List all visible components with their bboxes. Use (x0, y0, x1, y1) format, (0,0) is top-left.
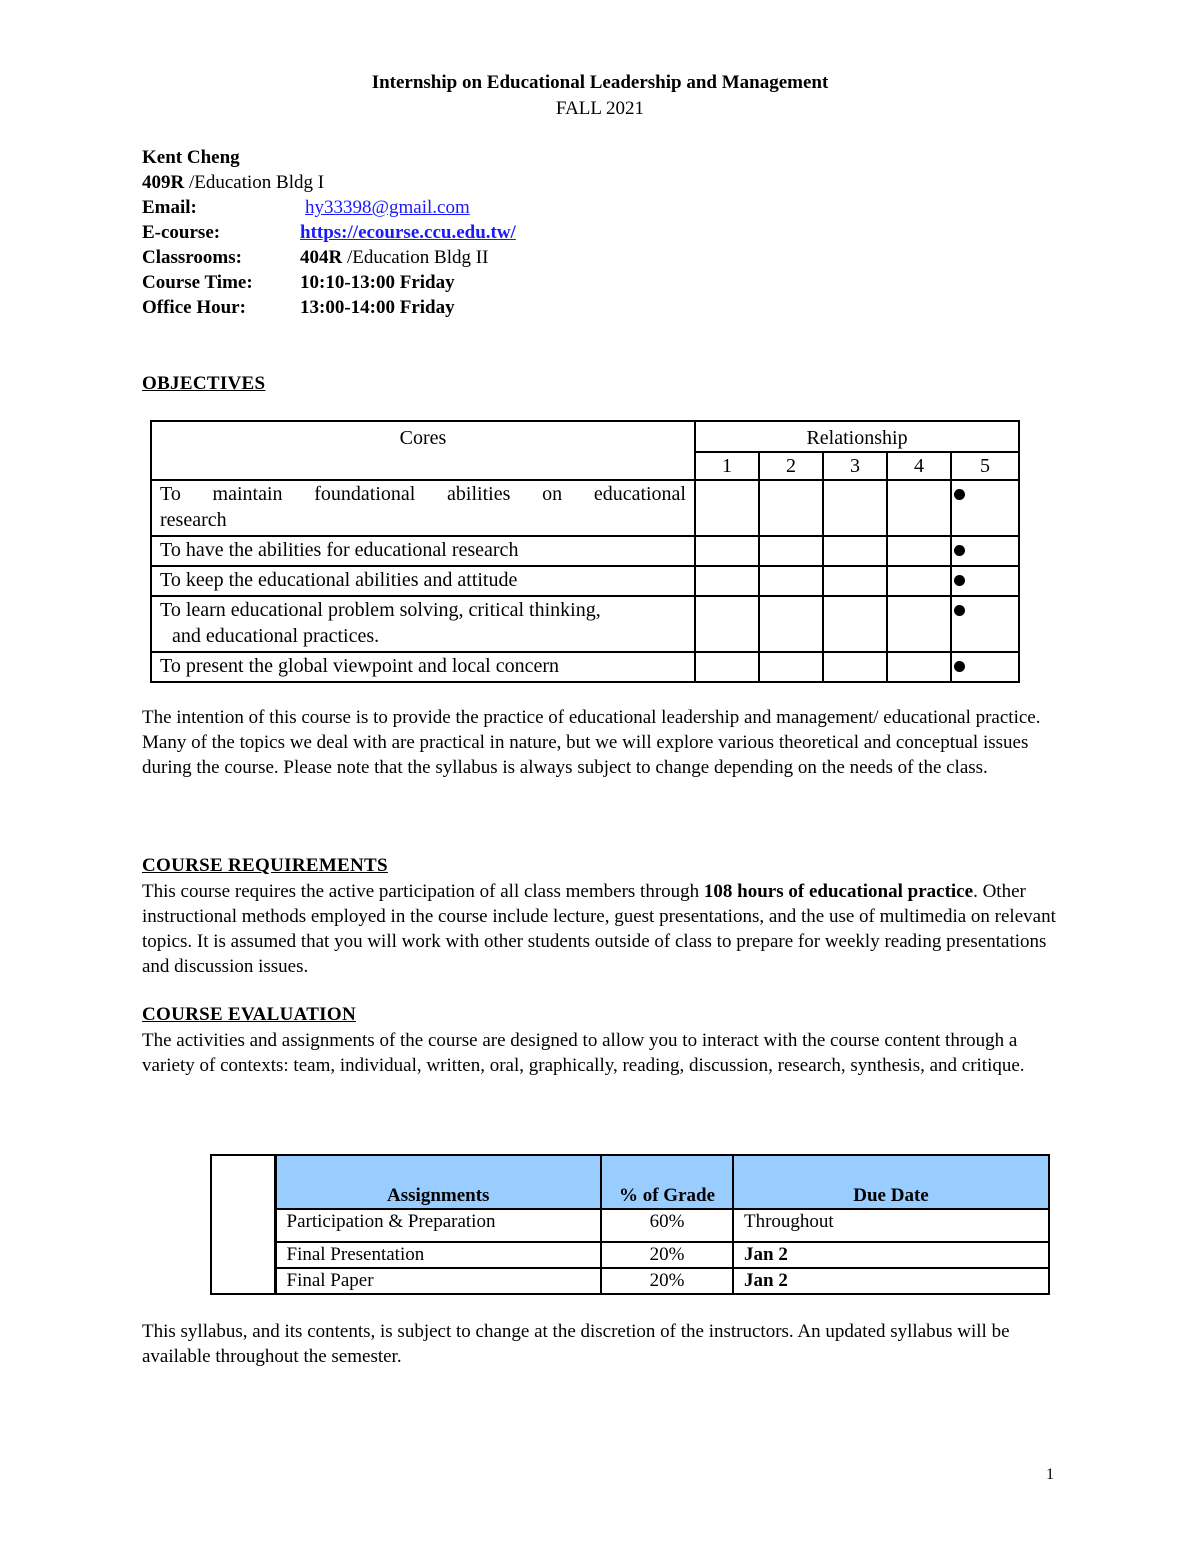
classroom-room: 404R (300, 247, 343, 268)
office-room: 409R (142, 172, 185, 193)
relationship-cell (951, 536, 1019, 566)
evaluation-table (210, 1154, 1050, 1295)
grade-cell: 20% (601, 1242, 733, 1268)
due-cell: Throughout (733, 1209, 1049, 1242)
cores-header: Cores (151, 421, 695, 480)
grade-header: % of Grade (601, 1155, 733, 1209)
relationship-cell (951, 566, 1019, 596)
office-location (142, 171, 324, 195)
requirements-paragraph (142, 879, 1062, 979)
due-cell: Jan 2 (733, 1268, 1049, 1294)
office-hour-label: Office Hour: (142, 297, 246, 318)
classrooms-row (142, 246, 488, 270)
assignment-cell: Final Presentation (275, 1242, 601, 1268)
office-building: /Education Bldg I (184, 172, 325, 193)
table-row (211, 1268, 1049, 1294)
objective-text: To keep the educational abilities and attitude (151, 566, 695, 596)
objective-text (151, 480, 695, 536)
intro-paragraph: The intention of this course is to provide the practice of educational leadership and management/ educational practice. Many of the topics we deal with are practical in nature, but we will explore various theoretical and conceptual issues during the course. Please note that the syllabus is always subject to change depending on the needs of the class. (142, 707, 1041, 778)
scale-5: 5 (951, 452, 1019, 480)
page-number: 1 (1046, 1466, 1054, 1483)
bullet-dot-icon (954, 489, 965, 500)
scale-2: 2 (759, 452, 823, 480)
document-title: Internship on Educational Leadership and Management (371, 72, 829, 93)
scale-1: 1 (695, 452, 759, 480)
relationship-header: Relationship (695, 421, 1019, 452)
grade-cell: 60% (601, 1209, 733, 1242)
closing-paragraph: This syllabus, and its contents, is subject to change at the discretion of the instructors. An updated syllabus will be available throughout the semester. (142, 1321, 1010, 1367)
term-label: FALL 2021 (555, 98, 645, 119)
objective-line: To learn educational problem solving, critical thinking, (160, 599, 601, 621)
objective-row (151, 566, 1019, 596)
objectives-table (150, 420, 1020, 683)
bullet-dot-icon (954, 605, 965, 616)
scale-3: 3 (823, 452, 887, 480)
course-time-row (142, 271, 455, 295)
instructor-name: Kent Cheng (142, 147, 240, 168)
relationship-cell (951, 480, 1019, 536)
objective-text: To have the abilities for educational research (151, 536, 695, 566)
email-link[interactable]: hy33398@gmail.com (305, 197, 470, 218)
objective-row (151, 536, 1019, 566)
grade-cell: 20% (601, 1268, 733, 1294)
relationship-cell (951, 596, 1019, 652)
table-row (211, 1242, 1049, 1268)
course-time-value: 10:10-13:00 Friday (300, 272, 455, 293)
objective-row (151, 480, 1019, 536)
objective-text: To present the global viewpoint and local concern (151, 652, 695, 682)
bullet-dot-icon (954, 661, 965, 672)
bullet-dot-icon (954, 545, 965, 556)
ecourse-row (142, 221, 516, 245)
objective-line: and educational practices. (172, 625, 380, 647)
objectives-heading: OBJECTIVES (142, 373, 266, 394)
relationship-cell (951, 652, 1019, 682)
requirements-hours: 108 hours of educational practice (703, 881, 974, 902)
classrooms-label: Classrooms: (142, 247, 242, 268)
objective-row (151, 596, 1019, 652)
assignments-header: Assignments (275, 1155, 601, 1209)
assignment-cell: Participation & Preparation (275, 1209, 601, 1242)
requirements-heading: COURSE REQUIREMENTS (142, 855, 388, 876)
email-label: Email: (142, 197, 197, 218)
objective-row (151, 652, 1019, 682)
objective-text (151, 596, 695, 652)
due-date-header: Due Date (733, 1155, 1049, 1209)
scale-4: 4 (887, 452, 951, 480)
assignment-cell: Final Paper (275, 1268, 601, 1294)
classroom-building: /Education Bldg II (342, 247, 489, 268)
bullet-dot-icon (954, 575, 965, 586)
objective-line: research (160, 509, 227, 531)
ecourse-link[interactable]: https://ecourse.ccu.edu.tw/ (300, 222, 516, 243)
requirements-text: This course requires the active participation of all class members through (142, 881, 704, 902)
office-hour-value: 13:00-14:00 Friday (300, 297, 455, 318)
table-row (211, 1209, 1049, 1242)
due-cell: Jan 2 (733, 1242, 1049, 1268)
office-hour-row (142, 296, 455, 320)
evaluation-heading: COURSE EVALUATION (142, 1004, 356, 1025)
email-row (142, 196, 470, 220)
ecourse-label: E-course: (142, 222, 221, 243)
requirements-text-rest: . Other instructional methods employed in the course include lecture, guest presentations, and the use of multimedia on relevant topics. It is assumed that you will work with other students outside of class to prepare for weekly reading presentations and discussion issues. (142, 881, 1056, 977)
objective-line: To maintain foundational abilities on educational (160, 483, 686, 505)
evaluation-paragraph: The activities and assignments of the course are designed to allow you to interact with the course content through a variety of contexts: team, individual, written, oral, graphically, reading, discussion, research, synthesis, and critique. (142, 1030, 1025, 1076)
course-time-label: Course Time: (142, 272, 253, 293)
